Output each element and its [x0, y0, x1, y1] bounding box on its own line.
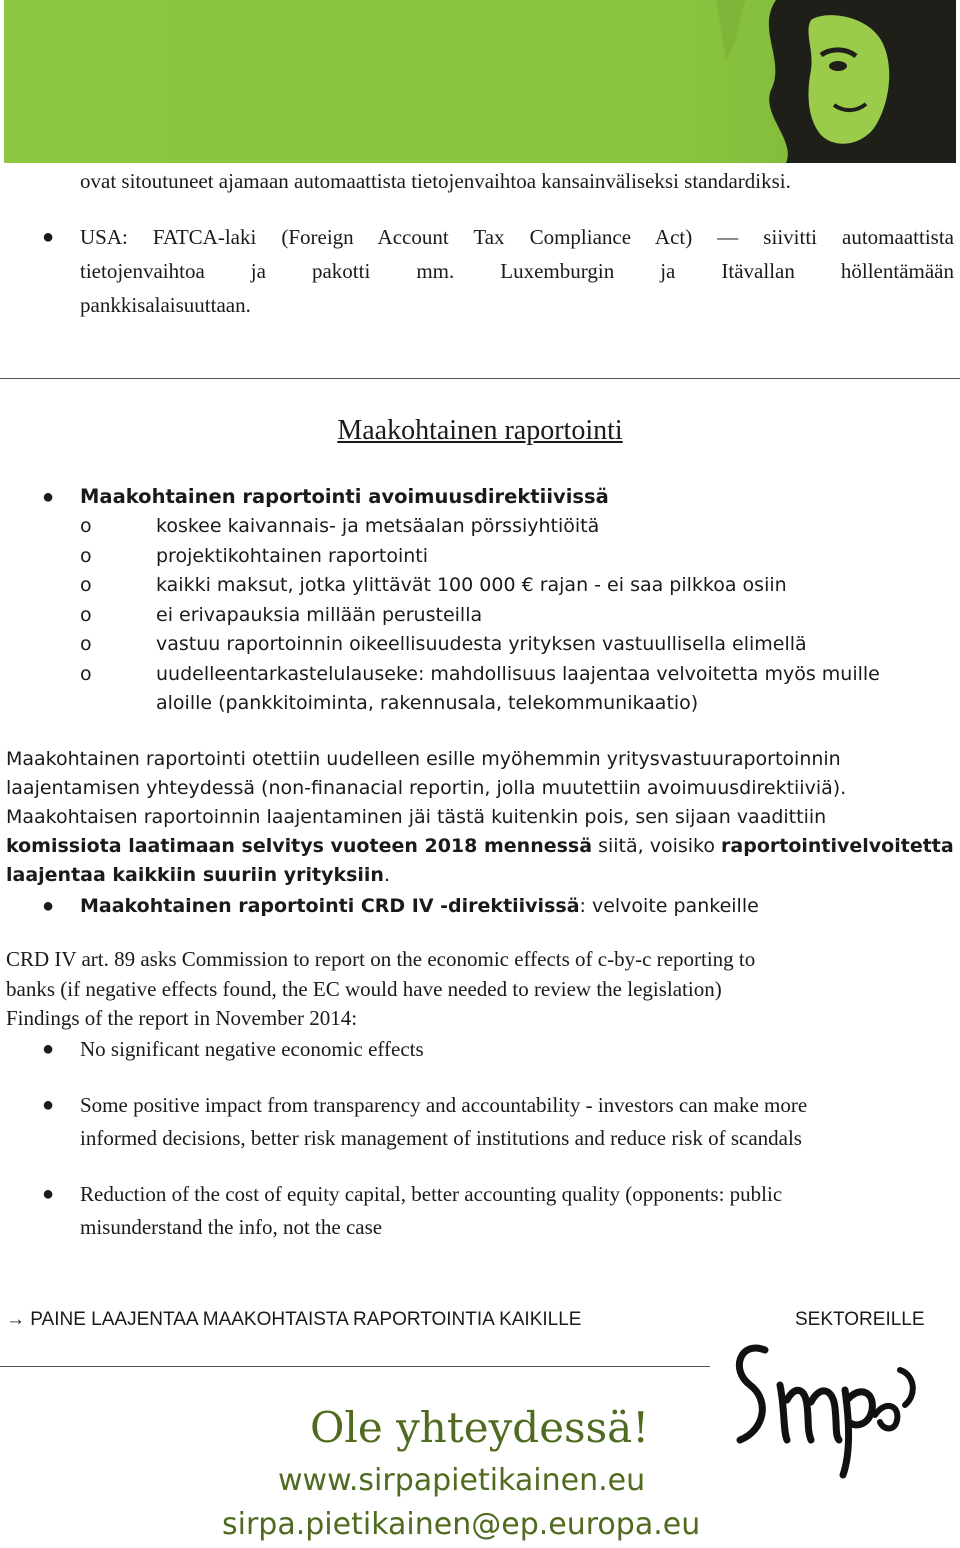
sub-item-continuation: aloille (pankkitoiminta, rakennusala, telekommunikaatio) [156, 692, 699, 714]
crd-line-1: CRD IV art. 89 asks Commission to report on the economic effects of c-by-c reporting to [6, 947, 756, 971]
finding-1: No significant negative economic effects [80, 1037, 424, 1061]
signature-graphic [725, 1330, 925, 1480]
usa-line-1: USA: FATCA-laki (Foreign Account Tax Compliance Act) — siivitti automaattista [80, 225, 954, 249]
para-line-1: Maakohtainen raportointi otettiin uudelleen esille myöhemmin yritysvastuuraportoinnin [6, 748, 841, 770]
bullet-title: Maakohtainen raportointi avoimuusdirektiivissä [80, 485, 609, 508]
bullet-icon: ● [42, 1183, 55, 1205]
finding-2-line-2: informed decisions, better risk management of institutions and reduce risk of scandals [80, 1126, 802, 1150]
bullet-crd-bold: Maakohtainen raportointi CRD IV -direktiivissä [80, 895, 580, 917]
contact-title: Ole yhteydessä! [310, 1403, 650, 1452]
crd-line-2: banks (if negative effects found, the EC would have needed to review the legislation) [6, 977, 722, 1001]
finding-3-line-2: misunderstand the info, not the case [80, 1215, 383, 1239]
sub-item: ei erivapauksia millään perusteilla [156, 604, 483, 626]
portrait-graphic [716, 0, 956, 163]
sub-item-marker: o [80, 574, 92, 596]
call-to-action-end: SEKTOREILLE [795, 1309, 925, 1330]
sub-item: vastuu raportoinnin oikeellisuudesta yrityksen vastuullisella elimellä [156, 633, 807, 655]
para-end: . [383, 864, 391, 886]
finding-3-line-1: Reduction of the cost of equity capital, better accounting quality (opponents: public [80, 1182, 783, 1206]
finding-2-line-1: Some positive impact from transparency and accountability - investors can make more [80, 1093, 808, 1117]
website-link[interactable]: www.sirpapietikainen.eu [278, 1463, 646, 1498]
para-line-4 [6, 833, 954, 859]
sub-item-marker: o [80, 545, 92, 567]
sub-item: koskee kaivannais- ja metsäalan pörssiyhtiöitä [156, 515, 600, 537]
para-line-5 [6, 862, 390, 888]
section-divider [0, 378, 960, 379]
intro-line: ovat sitoutuneet ajamaan automaattista tietojenvaihtoa kansainväliseksi standardiksi. [80, 169, 791, 193]
sub-item: projektikohtainen raportointi [156, 545, 429, 567]
usa-line-2: tietojenvaihtoa ja pakotti mm. Luxemburgin ja Itävallan höllentämään [80, 259, 954, 283]
bullet-icon: ● [42, 1094, 55, 1116]
bullet-icon: ● [42, 895, 55, 917]
footer-divider [0, 1366, 710, 1367]
sub-item-marker: o [80, 515, 92, 537]
sub-item: uudelleentarkastelulauseke: mahdollisuus laajentaa velvoitetta myös muille [156, 663, 880, 685]
para-line-3: Maakohtaisen raportoinnin laajentaminen jäi tästä kuitenkin pois, sen sijaan vaadittiin [6, 806, 827, 828]
call-to-action: → PAINE LAAJENTAA MAAKOHTAISTA RAPORTOINTIA KAIKILLE [6, 1309, 582, 1330]
para-mid: siitä, voisiko [592, 835, 722, 857]
crd-line-3: Findings of the report in November 2014: [6, 1006, 358, 1030]
bullet-icon: ● [42, 486, 55, 508]
bullet-icon: ● [42, 1038, 55, 1060]
para-bold-3: laajentaa kaikkiin suuriin yrityksiin [6, 864, 384, 886]
para-line-2: laajentamisen yhteydessä (non-finanacial reportin, jolla muutettiin avoimuusdirektiiviä). [6, 777, 847, 799]
para-bold-2: raportointivelvoitetta [721, 835, 954, 857]
sub-item-marker: o [80, 604, 92, 626]
usa-line-3: pankkisalaisuuttaan. [80, 293, 251, 317]
bullet-crd-rest: : velvoite pankeille [579, 895, 759, 917]
sub-item: kaikki maksut, jotka ylittävät 100 000 € rajan - ei saa pilkkoa osiin [156, 574, 787, 596]
email-link[interactable]: sirpa.pietikainen@ep.europa.eu [222, 1507, 701, 1542]
header-banner [4, 0, 956, 163]
bullet-crd [80, 893, 759, 919]
para-bold-1: komissiota laatimaan selvitys vuoteen 2018 mennessä [6, 835, 593, 857]
sub-item-marker: o [80, 663, 92, 685]
section-heading: Maakohtainen raportointi [337, 415, 623, 446]
bullet-icon: ● [42, 226, 55, 248]
sub-item-marker: o [80, 633, 92, 655]
